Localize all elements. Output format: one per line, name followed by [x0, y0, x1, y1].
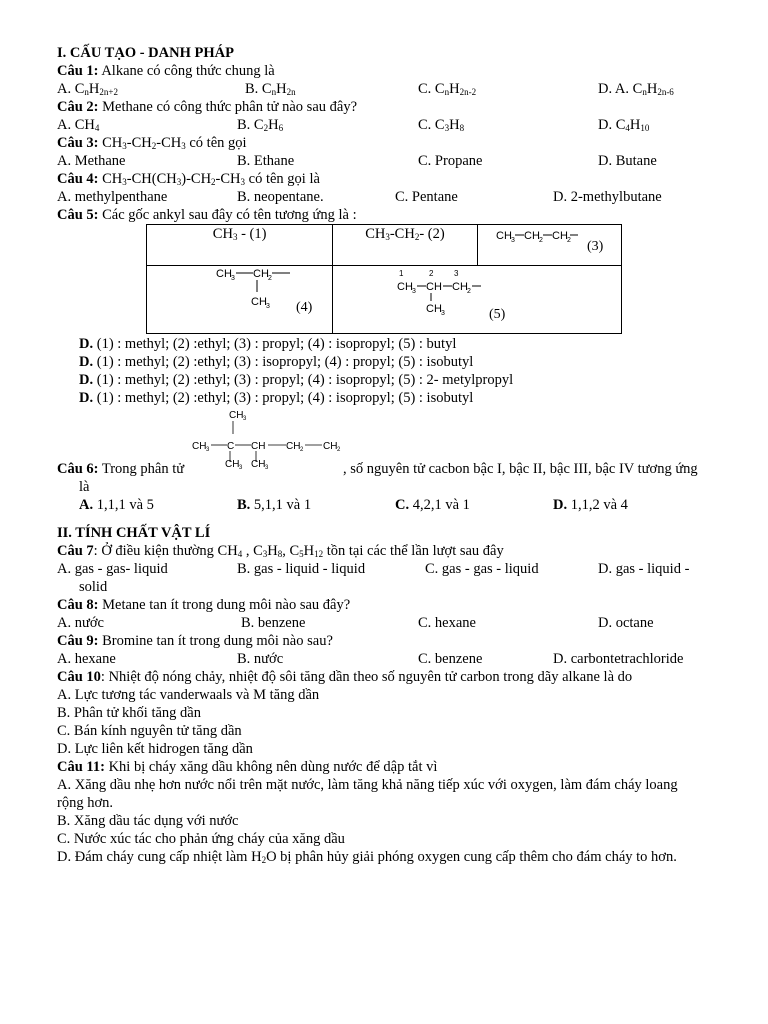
q6-post: , số nguyên tử cacbon bậc I, bậc II, bậc III, bậc IV tương ứng	[343, 461, 698, 477]
q2-option-d[interactable]: D. $C_4H_{10}$	[598, 117, 650, 133]
q10-label: Câu 10	[57, 669, 101, 685]
q1-label: Câu 1:	[57, 63, 99, 79]
q6-pre: Trong phân tử	[101, 461, 185, 477]
svg-text:3: 3	[206, 447, 210, 453]
q9-text: Bromine tan ít trong dung môi nào sau?	[102, 633, 333, 649]
q5-option-2[interactable]	[57, 353, 717, 371]
q2-option-c[interactable]: C. $C_3H_8$	[418, 117, 465, 133]
q5-option-3[interactable]	[57, 371, 717, 389]
q6-options	[79, 496, 717, 514]
svg-text:CH: CH	[495, 230, 512, 242]
q7-text: : Ở điều kiện thường $CH_4$ , $C_3H_8$, $C_5H_{12}$ tồn tại các thể lần lượt sau đây	[93, 543, 504, 559]
q4-option-a[interactable]: A. methylpenthane	[57, 189, 168, 205]
svg-text:CH: CH	[192, 441, 207, 452]
q4-text: $CH_3-CH(CH_3)-CH_2-CH_3$ có tên gọi là	[102, 171, 320, 187]
svg-text:1: 1	[399, 269, 404, 278]
svg-text:CH: CH	[229, 410, 244, 421]
svg-text:3: 3	[265, 465, 269, 471]
svg-text:3: 3	[239, 465, 243, 471]
svg-text:3: 3	[454, 269, 459, 278]
question-1	[57, 62, 717, 80]
q2-option-b[interactable]: B. $C_2H_6$	[237, 117, 284, 133]
question-4	[57, 170, 717, 188]
svg-text:3: 3	[441, 310, 446, 317]
q6-option-a-text: 1,1,1 và 5	[96, 497, 154, 513]
q9-label: Câu 9:	[57, 633, 99, 649]
svg-text:3: 3	[510, 237, 515, 244]
q6-option-d-text: 1,1,2 và 4	[570, 497, 628, 513]
q10-text: : Nhiệt độ nóng chảy, nhiệt độ sôi tăng dần theo số nguyên tử carbon trong dãy alkane là do	[100, 669, 633, 685]
ankyl-cell-3-label: (3)	[586, 239, 603, 254]
svg-text:CH: CH	[253, 268, 269, 280]
svg-text:CH: CH	[225, 459, 240, 470]
q6-option-a-letter: A.	[79, 497, 94, 513]
q9-option-c[interactable]: C. benzene	[418, 651, 483, 667]
q7-option-d-continued: solid	[79, 579, 108, 595]
svg-text:3: 3	[231, 275, 235, 282]
section-1-title: I. CẤU TẠO - DANH PHÁP	[57, 45, 234, 61]
q5-option-4-letter: D.	[79, 390, 94, 406]
q11-option-c[interactable]: C. Nước xúc tác cho phản ứng cháy của xăng dầu	[57, 831, 345, 847]
ankyl-cell-5-label: (5)	[489, 307, 506, 322]
question-5	[57, 206, 717, 224]
svg-text:2: 2	[337, 447, 341, 453]
q5-option-1-letter: D.	[79, 336, 94, 352]
svg-text:2: 2	[300, 447, 304, 453]
ankyl-cell-5	[333, 266, 622, 334]
q7-options	[57, 560, 717, 578]
q1-option-d[interactable]: D. A. $C_nH_{2n-6}$	[598, 81, 674, 97]
svg-text:CH: CH	[286, 441, 301, 452]
q11-option-b[interactable]: B. Xăng dầu tác dụng với nước	[57, 813, 239, 829]
ankyl-cell-1: $CH_3 - (1)$	[147, 225, 333, 266]
svg-text:CH: CH	[426, 303, 443, 315]
q7-option-c[interactable]: C. gas - gas - liquid	[425, 561, 539, 577]
q6-option-d[interactable]	[553, 496, 628, 514]
q3-options	[57, 152, 717, 170]
svg-text:CH: CH	[551, 230, 568, 242]
q2-options	[57, 116, 717, 134]
q4-label: Câu 4:	[57, 171, 99, 187]
q3-label: Câu 3:	[57, 135, 99, 151]
q5-option-2-letter: D.	[79, 354, 94, 370]
svg-text:CH: CH	[251, 459, 266, 470]
q5-option-3-letter: D.	[79, 372, 94, 388]
q5-option-3-text: (1) : methyl; (2) :ethyl; (3) : propyl; (4) : isopropyl; (5) : 2- metylpropyl	[96, 372, 514, 388]
svg-text:2: 2	[467, 288, 472, 295]
q5-option-4-text: (1) : methyl; (2) :ethyl; (3) : propyl; (4) : isopropyl; (5) : isobutyl	[96, 390, 474, 406]
ankyl-cell-4	[147, 266, 333, 334]
q6-option-b-letter: B.	[237, 497, 251, 513]
svg-text:CH: CH	[251, 441, 266, 452]
svg-text:CH: CH	[216, 268, 232, 280]
question-9	[57, 632, 717, 650]
q2-option-a[interactable]: A. $CH_4$	[57, 117, 100, 133]
svg-text:C: C	[227, 441, 235, 452]
svg-text:2: 2	[429, 269, 434, 278]
question-7	[57, 542, 717, 560]
q11-option-d[interactable]: D. Đám cháy cung cấp nhiệt làm $H_2O$ bị phân hủy giải phóng oxygen cung cấp thêm cho đám cháy to hơn.	[57, 849, 677, 865]
q9-option-d[interactable]: D. carbontetrachloride	[553, 651, 684, 667]
q6-option-c-letter: C.	[395, 497, 410, 513]
q6-option-c[interactable]	[395, 496, 470, 514]
q9-options	[57, 650, 717, 668]
svg-text:CH: CH	[523, 230, 540, 242]
q3-option-d[interactable]: D. Butane	[598, 153, 657, 169]
q3-text: $CH_3-CH_2-CH_3$ có tên gọi	[102, 135, 247, 151]
q8-label: Câu 8:	[57, 597, 99, 613]
q3-option-b[interactable]: B. Ethane	[237, 153, 295, 169]
svg-text:3: 3	[412, 288, 417, 295]
question-11	[57, 758, 717, 776]
q5-label: Câu 5:	[57, 207, 99, 223]
q7-option-a[interactable]: A. gas - gas- liquid	[57, 561, 168, 577]
question-10	[57, 668, 717, 686]
ankyl-cell-2: $CH_3-CH_2-$ (2)	[333, 225, 477, 266]
q5-option-1[interactable]	[57, 335, 717, 353]
q6-structure-block	[57, 407, 717, 465]
q1-options	[57, 80, 717, 98]
q8-option-d[interactable]: D. octane	[598, 615, 654, 631]
q2-label: Câu 2:	[57, 99, 99, 115]
q6-label: Câu 6:	[57, 461, 99, 477]
question-3	[57, 134, 717, 152]
q5-option-1-text: (1) : methyl; (2) :ethyl; (3) : propyl; (4) : isopropyl; (5) : butyl	[96, 336, 457, 352]
ankyl-cell-4-label: (4)	[296, 300, 313, 315]
q8-options	[57, 614, 717, 632]
question-2	[57, 98, 717, 116]
q4-option-c[interactable]: C. Pentane	[395, 189, 458, 205]
q3-option-c[interactable]: C. Propane	[418, 153, 483, 169]
q2-text: Methane có công thức phân tử nào sau đây?	[102, 99, 358, 115]
question-8	[57, 596, 717, 614]
q10-option-a[interactable]: A. Lực tương tác vanderwaals và M tăng dần	[57, 687, 320, 703]
q10-option-d[interactable]: D. Lực liên kết hidrogen tăng dần	[57, 741, 253, 757]
svg-text:CH: CH	[251, 296, 267, 308]
q6-tail: là	[79, 479, 90, 495]
q8-option-c[interactable]: C. hexane	[418, 615, 476, 631]
q8-option-a[interactable]: A. nước	[57, 615, 104, 631]
q3-option-a[interactable]: A. Methane	[57, 153, 126, 169]
svg-text:2: 2	[566, 237, 571, 244]
butyl-structure	[333, 266, 569, 332]
q8-option-b[interactable]: B. benzene	[241, 615, 306, 631]
ankyl-cell-3	[477, 225, 621, 266]
q6-substituent-labels	[225, 458, 305, 472]
q6-molecule-structure	[192, 407, 372, 465]
q7-label: Câu 7	[57, 543, 94, 559]
worksheet	[57, 44, 717, 866]
q8-text: Metane tan ít trong dung môi nào sau đây?	[102, 597, 351, 613]
question-6	[57, 460, 717, 478]
q11-text: Khi bị cháy xăng dầu không nên dùng nước để dập tắt vì	[108, 759, 438, 775]
q5-text: Các gốc ankyl sau đây có tên tương ứng là :	[102, 207, 357, 223]
q4-option-d[interactable]: D. 2-methylbutane	[553, 189, 662, 205]
q6-option-c-text: 4,2,1 và 1	[412, 497, 470, 513]
ankyl-table	[146, 224, 622, 334]
svg-text:2: 2	[538, 237, 543, 244]
section-2-title: II. TÍNH CHẤT VẬT LÍ	[57, 525, 211, 541]
q1-option-c[interactable]: C. $C_nH_{2n-2}$	[418, 81, 477, 97]
q7-option-b[interactable]: B. gas - liquid - liquid	[237, 561, 366, 577]
q11-option-a[interactable]: A. Xăng dầu nhẹ hơn nước nổi trên mặt nước, làm tăng khả năng tiếp xúc với oxygen, làm đám cháy loang rộng hơn.	[57, 777, 678, 811]
q9-option-a[interactable]: A. hexane	[57, 651, 116, 667]
svg-text:CH: CH	[323, 441, 338, 452]
q4-options	[57, 188, 717, 206]
q6-option-b-text: 5,1,1 và 1	[253, 497, 312, 513]
svg-text:CH: CH	[397, 281, 414, 293]
propyl-structure	[478, 225, 618, 263]
q11-label: Câu 11:	[57, 759, 105, 775]
svg-text:3: 3	[243, 416, 247, 422]
svg-text:2: 2	[268, 275, 272, 282]
q1-option-a[interactable]: A. $C_nH_{2n+2}$	[57, 81, 118, 97]
q1-option-b[interactable]: B. $C_nH_{2n}$	[245, 81, 296, 97]
svg-text:3: 3	[266, 303, 270, 310]
q1-text: Alkane có công thức chung là	[101, 63, 275, 79]
q6-option-d-letter: D.	[553, 497, 568, 513]
q7-option-d[interactable]: D. gas - liquid -	[598, 561, 690, 577]
q5-option-4[interactable]	[57, 389, 717, 407]
q9-option-b[interactable]: B. nước	[237, 651, 284, 667]
q4-option-b[interactable]: B. neopentane.	[237, 189, 324, 205]
q10-option-c[interactable]: C. Bán kính nguyên tử tăng dần	[57, 723, 242, 739]
q6-option-a[interactable]	[79, 496, 154, 514]
q6-option-b[interactable]	[237, 496, 311, 514]
q10-option-b[interactable]: B. Phân tử khối tăng dần	[57, 705, 201, 721]
svg-text:CH: CH	[452, 281, 469, 293]
svg-text:CH: CH	[426, 281, 443, 293]
q5-option-2-text: (1) : methyl; (2) :ethyl; (3) : isopropyl; (4) : propyl; (5) : isobutyl	[96, 354, 474, 370]
